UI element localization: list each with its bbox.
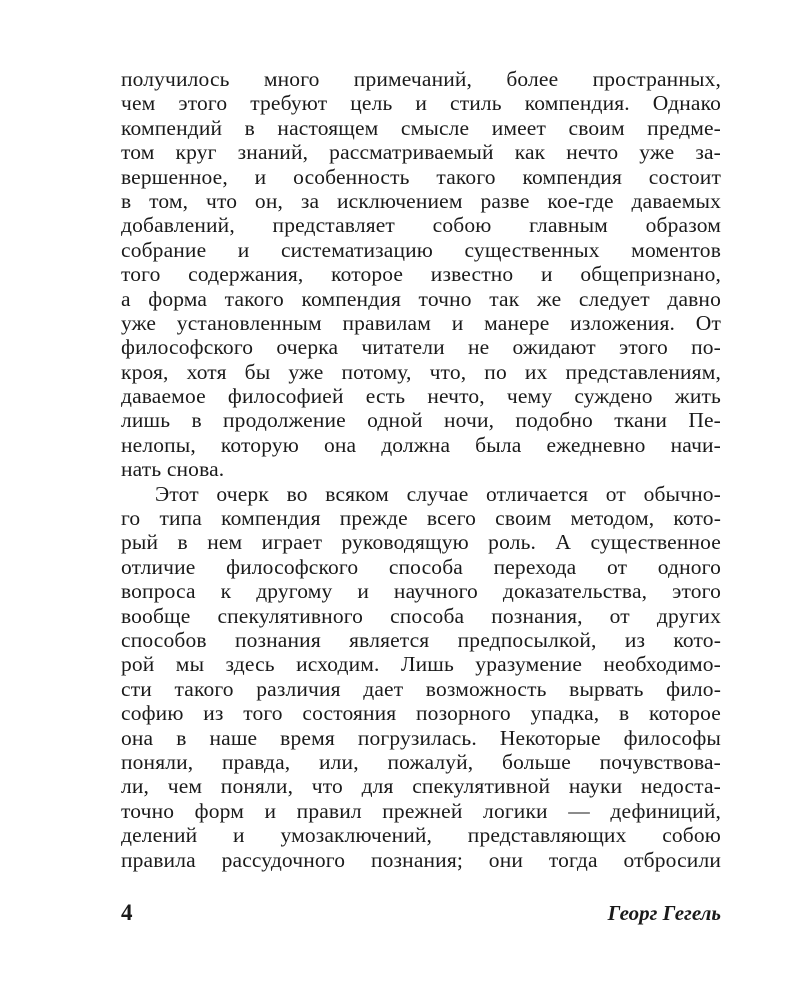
text-line: в том, что он, за исключением разве кое-где даваемых	[121, 188, 721, 213]
text-line: она в наше время погрузилась. Некоторые философы	[121, 725, 721, 750]
page-footer	[121, 898, 721, 928]
paragraph-first-line: Этот очерк во всяком случае отличается от обычно-	[155, 481, 721, 506]
text-line: вершенное, и особенность такого компендия состоит	[121, 164, 721, 189]
text-line: получилось много примечаний, более пространных,	[121, 67, 721, 91]
text-line: отличие философского способа перехода от одного	[121, 554, 721, 579]
text-line: даваемое философией есть нечто, чему суждено жить	[121, 384, 721, 409]
text-line: точно форм и правил прежней логики — дефиниций,	[121, 798, 721, 823]
text-line: том круг знаний, рассматриваемый как нечто уже за-	[121, 140, 721, 165]
text-line: нелопы, которую она должна была ежедневно начи-	[121, 432, 721, 457]
text-line: софию из того состояния позорного упадка, в которое	[121, 701, 721, 726]
paragraph-end-line: нать снова.	[121, 457, 225, 482]
text-line: того содержания, которое известно и общепризнано,	[121, 262, 721, 287]
text-line: собрание и систематизацию существенных моментов	[121, 237, 721, 262]
text-line: делений и умозаключений, представляющих собою	[121, 823, 721, 848]
text-line: уже установленным правилам и манере изложения. От	[121, 310, 721, 335]
text-line: рый в нем играет руководящую роль. А существенное	[121, 530, 721, 555]
page-number: 4	[121, 900, 133, 925]
text-line: поняли, правда, или, пожалуй, больше почувствова-	[121, 749, 721, 774]
running-title: Георг Гегель	[607, 901, 721, 925]
text-line: компендий в настоящем смысле имеет своим предме-	[121, 115, 721, 140]
text-line: рой мы здесь исходим. Лишь уразумение необходимо-	[121, 652, 721, 677]
text-line: чем этого требуют цель и стиль компендия. Однако	[121, 91, 721, 116]
text-line: сти такого различия дает возможность вырвать фило-	[121, 676, 721, 701]
text-line: вопроса к другому и научного доказательства, этого	[121, 579, 721, 604]
text-line: ли, чем поняли, что для спекулятивной науки недоста-	[121, 774, 721, 799]
text-line: го типа компендия прежде всего своим методом, кото-	[121, 506, 721, 531]
text-line: добавлений, представляет собою главным образом	[121, 213, 721, 238]
body-text	[121, 67, 721, 872]
text-line: а форма такого компендия точно так же следует давно	[121, 286, 721, 311]
text-line: способов познания является предпосылкой, из кото-	[121, 627, 721, 652]
text-line: правила рассудочного познания; они тогда отбросили	[121, 847, 721, 872]
text-line: философского очерка читатели не ожидают этого по-	[121, 335, 721, 360]
text-line: вообще спекулятивного способа познания, от других	[121, 603, 721, 628]
text-line: лишь в продолжение одной ночи, подобно ткани Пе-	[121, 408, 721, 433]
text-line: кроя, хотя бы уже потому, что, по их представлениям,	[121, 359, 721, 384]
